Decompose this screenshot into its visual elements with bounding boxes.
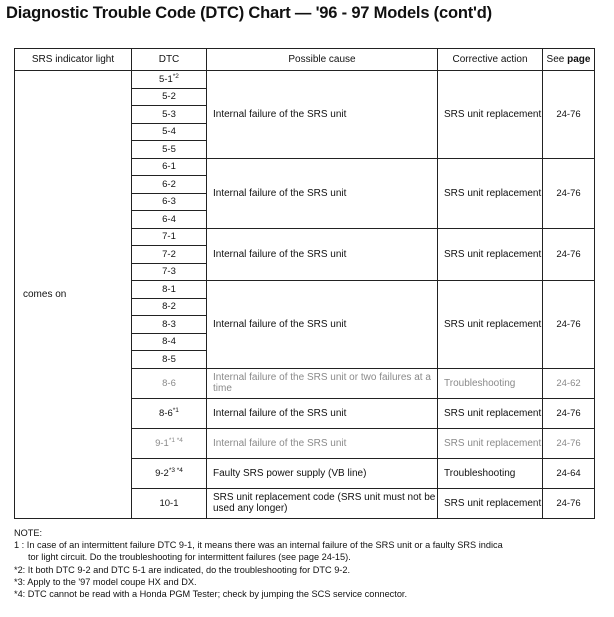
dtc-code-cell xyxy=(132,298,207,316)
dtc-code-cell xyxy=(132,193,207,211)
dtc-code: 7-3 xyxy=(162,266,176,278)
see-page-cell: 24-76 xyxy=(543,71,595,159)
possible-cause-cell: Internal failure of the SRS unit xyxy=(207,228,438,281)
dtc-code-cell xyxy=(132,246,207,264)
note-2: *2: It both DTC 9-2 and DTC 5-1 are indicated, do the troubleshooting for DTC 9-2. xyxy=(14,564,351,575)
dtc-code-cell xyxy=(132,281,207,299)
dtc-table-body xyxy=(15,71,595,519)
dtc-code-cell xyxy=(132,141,207,159)
header-action: Corrective action xyxy=(438,49,543,71)
dtc-code: 5-3 xyxy=(162,108,176,120)
dtc-code: 6-4 xyxy=(162,213,176,225)
dtc-code-cell xyxy=(132,263,207,281)
dtc-code-cell xyxy=(132,88,207,106)
dtc-code-cell xyxy=(132,316,207,334)
possible-cause-cell: SRS unit replacement code (SRS unit must not be used any longer) xyxy=(207,488,438,518)
see-page-cell: 24-76 xyxy=(543,488,595,518)
see-page-cell: 24-62 xyxy=(543,368,595,398)
dtc-code-cell xyxy=(132,351,207,369)
dtc-code: 5-4 xyxy=(162,126,176,138)
possible-cause-cell: Internal failure of the SRS unit or two failures at a time xyxy=(207,368,438,398)
dtc-footnote-mark: *3 *4 xyxy=(168,467,183,474)
dtc-code-cell xyxy=(132,428,207,458)
corrective-action-cell: SRS unit replacement xyxy=(438,428,543,458)
dtc-footnote-mark: *1 xyxy=(172,407,179,414)
dtc-code-cell xyxy=(132,398,207,428)
dtc-code: 9-2 xyxy=(155,468,169,479)
corrective-action-cell: Troubleshooting xyxy=(438,458,543,488)
dtc-code: 8-1 xyxy=(162,283,176,295)
dtc-code-cell xyxy=(132,333,207,351)
dtc-code: 8-4 xyxy=(162,336,176,348)
dtc-code-cell xyxy=(132,176,207,194)
possible-cause-cell: Internal failure of the SRS unit xyxy=(207,71,438,159)
header-dtc: DTC xyxy=(132,49,207,71)
dtc-code-cell xyxy=(132,123,207,141)
dtc-code: 8-5 xyxy=(162,353,176,365)
dtc-code-cell xyxy=(132,211,207,229)
corrective-action-cell: SRS unit replacement xyxy=(438,281,543,369)
dtc-footnote-mark: *2 xyxy=(172,73,179,81)
corrective-action-cell: SRS unit replacement xyxy=(438,398,543,428)
dtc-code: 9-1 xyxy=(155,438,169,449)
dtc-code: 8-2 xyxy=(162,301,176,313)
note-4: *4: DTC cannot be read with a Honda PGM Tester; check by jumping the SCS service connector. xyxy=(14,589,408,600)
dtc-code-cell xyxy=(132,71,207,89)
possible-cause-cell: Internal failure of the SRS unit xyxy=(207,158,438,228)
corrective-action-cell: SRS unit replacement xyxy=(438,488,543,518)
see-page-cell: 24-76 xyxy=(543,281,595,369)
dtc-code: 7-2 xyxy=(162,248,176,260)
header-page: See page xyxy=(543,49,595,71)
dtc-code-cell xyxy=(132,228,207,246)
dtc-code: 8-6 xyxy=(162,377,176,389)
possible-cause-cell: Internal failure of the SRS unit xyxy=(207,428,438,458)
note-1: 1 : In case of an intermittent failure DTC 9-1, it means there was an internal failure of the SRS unit or a faulty SRS indica xyxy=(14,540,503,551)
indicator-cell: comes on xyxy=(15,71,132,519)
note-3: *3: Apply to the '97 model coupe HX and DX. xyxy=(14,576,197,587)
see-page-cell: 24-76 xyxy=(543,428,595,458)
dtc-code: 5-1 xyxy=(159,74,173,86)
dtc-code: 6-2 xyxy=(162,178,176,190)
corrective-action-cell: SRS unit replacement xyxy=(438,228,543,281)
dtc-chart-table xyxy=(14,48,595,519)
see-page-cell: 24-76 xyxy=(543,158,595,228)
corrective-action-cell: SRS unit replacement xyxy=(438,158,543,228)
possible-cause-cell: Internal failure of the SRS unit xyxy=(207,281,438,369)
dtc-code: 8-3 xyxy=(162,318,176,330)
see-page-cell: 24-76 xyxy=(543,228,595,281)
corrective-action-cell: Troubleshooting xyxy=(438,368,543,398)
table-row xyxy=(15,71,595,89)
dtc-code: 10-1 xyxy=(159,497,179,509)
dtc-code-cell xyxy=(132,158,207,176)
dtc-code: 6-3 xyxy=(162,196,176,208)
dtc-code-cell xyxy=(132,488,207,518)
see-page-cell: 24-64 xyxy=(543,458,595,488)
notes-heading: NOTE: xyxy=(14,528,43,538)
dtc-code-cell xyxy=(132,458,207,488)
possible-cause-cell: Internal failure of the SRS unit xyxy=(207,398,438,428)
dtc-code: 8-6 xyxy=(159,408,173,419)
header-indicator: SRS indicator light xyxy=(15,49,132,71)
corrective-action-cell: SRS unit replacement xyxy=(438,71,543,159)
see-page-cell: 24-76 xyxy=(543,398,595,428)
dtc-code-cell xyxy=(132,106,207,124)
dtc-code: 6-1 xyxy=(162,161,176,173)
header-row xyxy=(15,49,595,71)
dtc-code-cell xyxy=(132,368,207,398)
header-cause: Possible cause xyxy=(207,49,438,71)
notes-section xyxy=(14,527,604,600)
dtc-code: 5-5 xyxy=(162,143,176,155)
dtc-footnote-mark: *1 *4 xyxy=(168,437,183,444)
note-1-continued: tor light circuit. Do the troubleshooting for intermittent failures (see page 24-15). xyxy=(28,552,351,563)
page-title: Diagnostic Trouble Code (DTC) Chart — '96 - 97 Models (cont'd) xyxy=(6,4,492,22)
dtc-code: 7-1 xyxy=(162,231,176,243)
possible-cause-cell: Faulty SRS power supply (VB line) xyxy=(207,458,438,488)
dtc-code: 5-2 xyxy=(162,91,176,103)
